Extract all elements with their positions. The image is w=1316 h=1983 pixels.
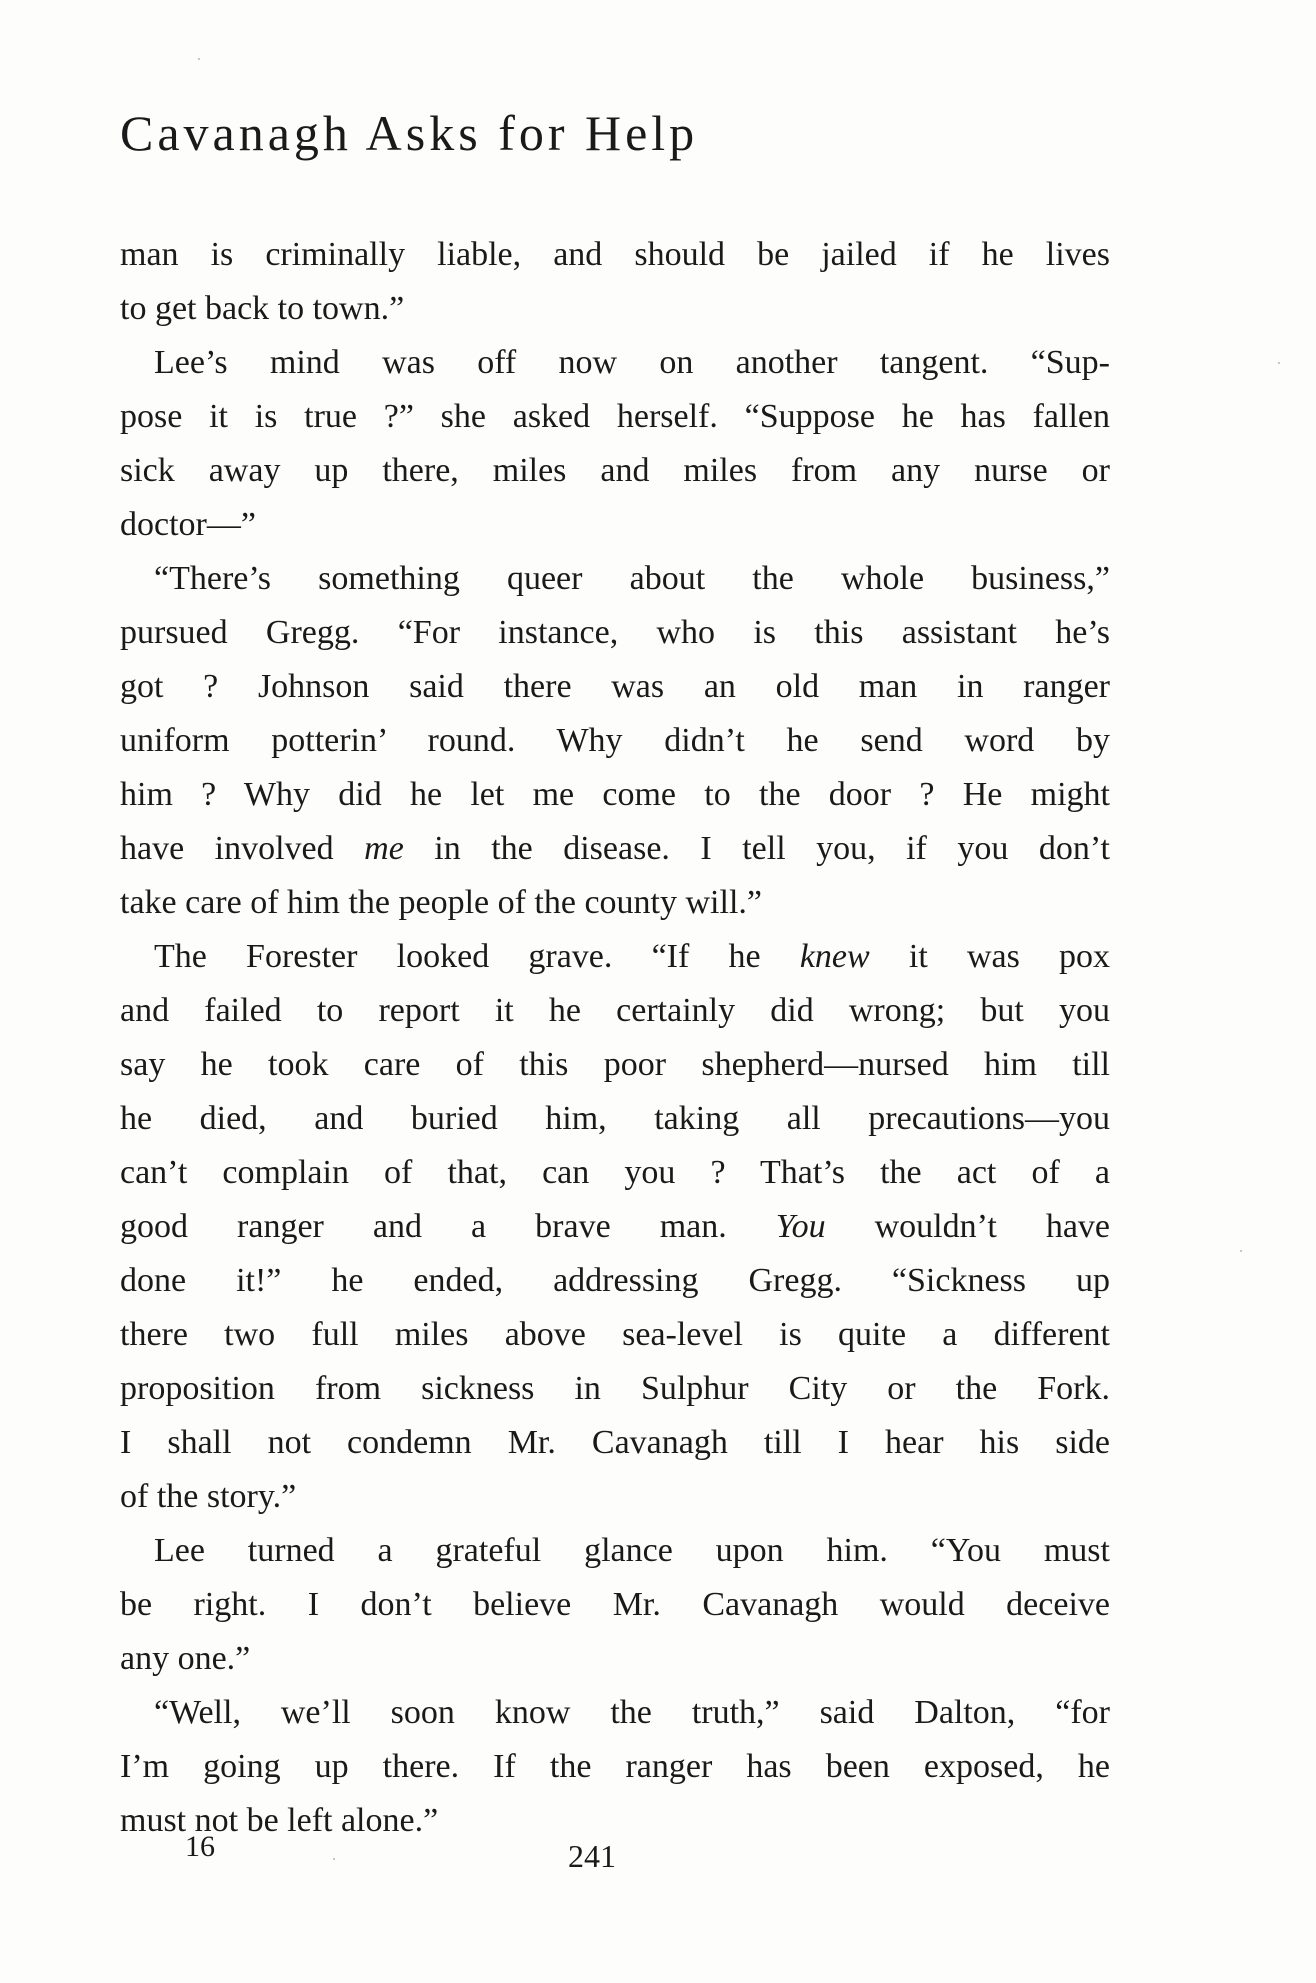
text-segment: have involved (120, 830, 334, 867)
text-line: any one.” (120, 1640, 251, 1677)
text-segment: wouldn’t have (874, 1208, 1110, 1245)
text-segment: The Forester looked grave. “If he (154, 938, 761, 975)
text-line: pursued Gregg. “For instance, who is this assistant he’s (120, 614, 1110, 651)
text-line: of the story.” (120, 1478, 297, 1515)
text-segment: in the disease. I tell you, if you don’t (434, 830, 1110, 867)
text-line: “Well, we’ll soon know the truth,” said Dalton, “for (154, 1694, 1110, 1731)
text-line: be right. I don’t believe Mr. Cavanagh would deceive (120, 1586, 1110, 1623)
page-number: 241 (568, 1838, 616, 1874)
text-line: and failed to report it he certainly did wrong; but you (120, 992, 1110, 1029)
text-line: say he took care of this poor shepherd—nursed him till (120, 1046, 1110, 1083)
text-line: to get back to town.” (120, 290, 405, 327)
running-head: Cavanagh Asks for Help (120, 105, 699, 161)
text-line (120, 1200, 1110, 1254)
text-line: done it!” he ended, addressing Gregg. “Sickness up (120, 1262, 1110, 1299)
text-line: Lee’s mind was off now on another tangent. “Sup- (154, 344, 1110, 381)
text-line: man is criminally liable, and should be jailed if he lives (120, 236, 1110, 273)
text-line: “There’s something queer about the whole business,” (154, 560, 1110, 597)
text-line: take care of him the people of the county will.” (120, 884, 762, 921)
text-line: him ? Why did he let me come to the door ? He might (120, 776, 1110, 813)
paper-speck (333, 1858, 335, 1860)
text-line: there two full miles above sea-level is quite a different (120, 1316, 1110, 1353)
text-line: uniform potterin’ round. Why didn’t he send word by (120, 722, 1110, 759)
text-line: can’t complain of that, can you ? That’s the act of a (120, 1154, 1110, 1191)
text-line: pose it is true ?” she asked herself. “Suppose he has fallen (120, 398, 1110, 435)
text-line: sick away up there, miles and miles from any nurse or (120, 452, 1110, 489)
text-line: he died, and buried him, taking all precautions—you (120, 1100, 1110, 1137)
text-line: Lee turned a grateful glance upon him. “You must (154, 1532, 1110, 1569)
text-line: got ? Johnson said there was an old man in ranger (120, 668, 1110, 705)
text-line: I’m going up there. If the ranger has been exposed, he (120, 1748, 1110, 1785)
text-line: I shall not condemn Mr. Cavanagh till I hear his side (120, 1424, 1110, 1461)
text-line: proposition from sickness in Sulphur City or the Fork. (120, 1370, 1110, 1407)
text-segment: it was pox (908, 938, 1111, 975)
text-line: doctor—” (120, 506, 256, 543)
italic-emphasis: You (775, 1208, 826, 1245)
italic-emphasis: knew (799, 938, 870, 975)
italic-emphasis: me (364, 830, 404, 867)
text-line: must not be left alone.” (120, 1802, 439, 1839)
text-segment: good ranger and a brave man. (120, 1208, 727, 1245)
paper-speck (1278, 362, 1280, 364)
paper-speck (198, 58, 200, 60)
text-line (120, 930, 1110, 984)
signature-mark: 16 (185, 1830, 215, 1863)
text-line (120, 822, 1110, 876)
body-text (120, 228, 1110, 1848)
paper-speck (1240, 1250, 1242, 1252)
